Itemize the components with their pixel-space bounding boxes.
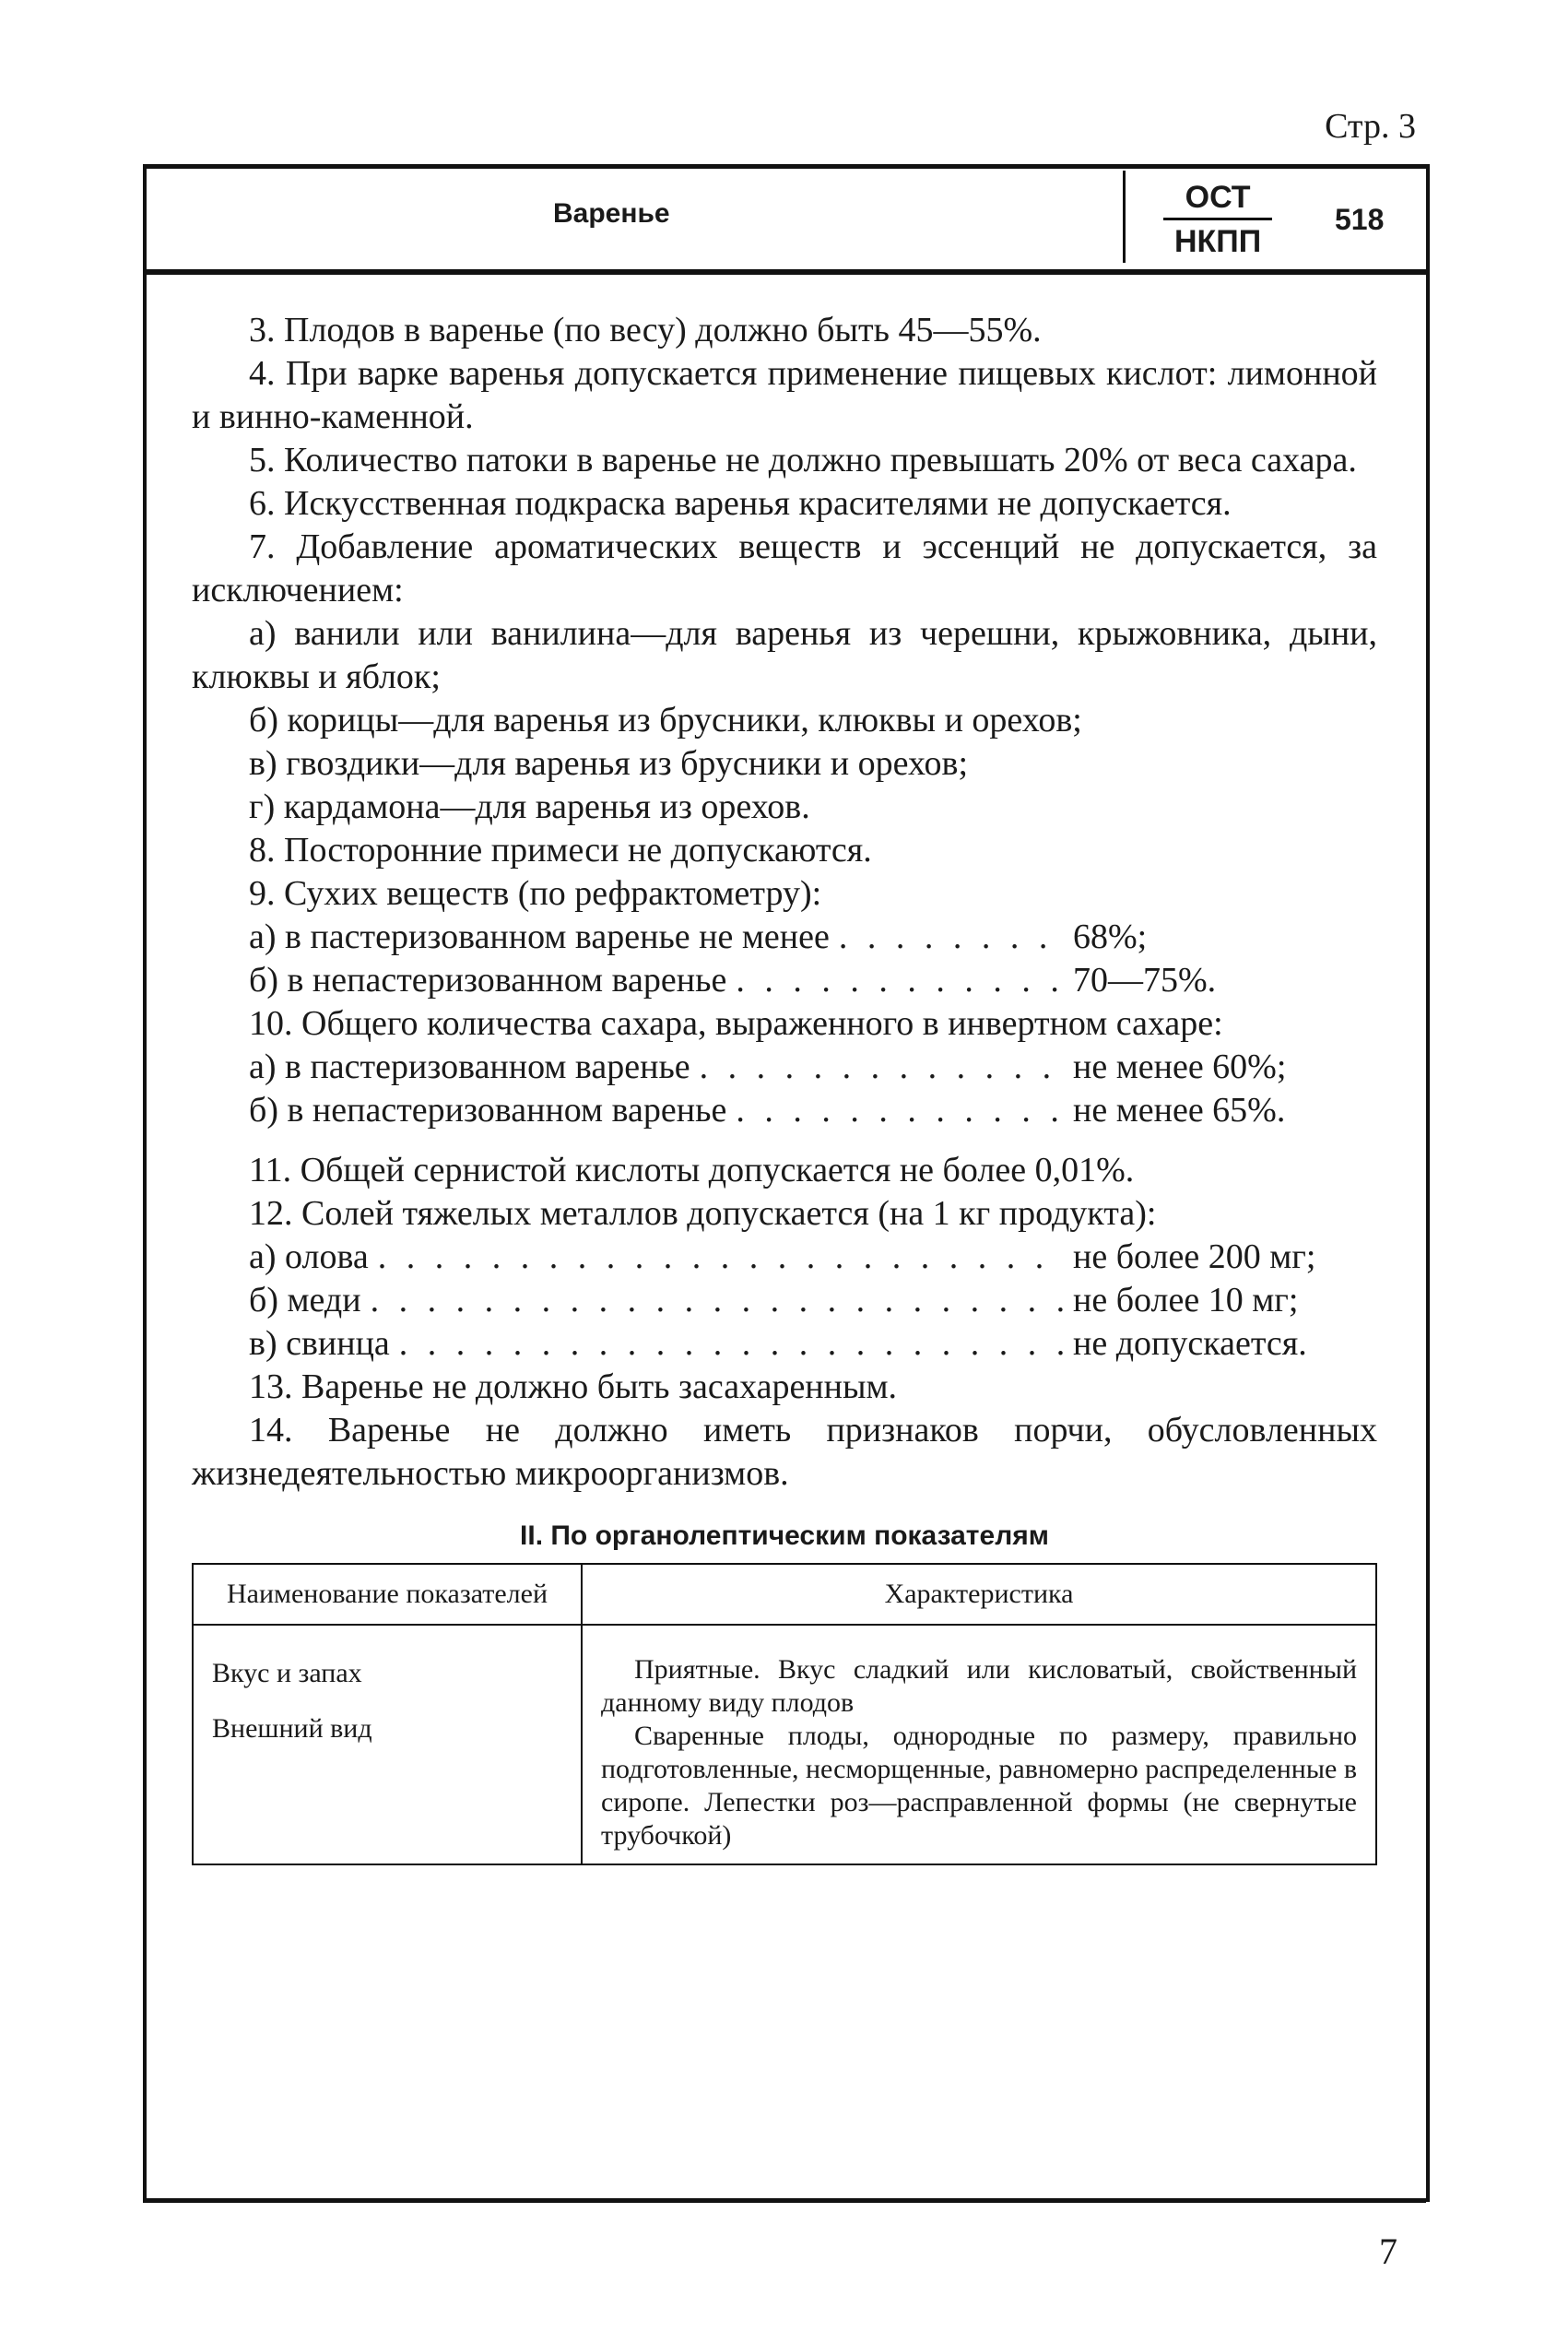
page-number: 7 — [1379, 2230, 1397, 2272]
table-header-characteristic: Характеристика — [582, 1565, 1375, 1625]
header-title: Варенье — [553, 198, 670, 229]
clause-10: 10. Общего количества сахара, выраженного в инвертном сахаре: — [249, 1004, 1223, 1043]
clause-9: 9. Сухих веществ (по рефрактометру): — [249, 874, 822, 913]
characteristic-appearance: Сваренные плоды, однородные по размеру, правильно подготовленные, несморщенные, равномерно распределенные в сиропе. Лепестки роз—расправленной формы (не свернутые трубочкой) — [601, 1721, 1357, 1851]
table-row — [194, 1625, 1375, 1864]
leader-dots — [700, 1046, 1064, 1089]
row-label: а) олова — [249, 1237, 369, 1276]
row-label: в) свинца — [249, 1324, 390, 1363]
row-label: б) меди — [249, 1281, 361, 1319]
clause-7g: г) кардамона—для варенья из орехов. — [249, 787, 810, 826]
indicator-taste: Вкус и запах — [212, 1658, 362, 1688]
standard-code-denominator: НКПП — [1174, 224, 1262, 259]
row-value: 68%; — [1073, 917, 1148, 956]
clause-7b: б) корицы—для варенья из брусники, клюквы и орехов; — [249, 701, 1082, 740]
clause-12-row — [192, 1236, 1377, 1279]
top-rule — [143, 164, 1426, 169]
page-label-top: Стр. 3 — [1325, 107, 1416, 146]
row-value: не менее 60%; — [1073, 1047, 1287, 1086]
standard-code-numerator: ОСТ — [1163, 177, 1272, 220]
clause-10-row — [192, 1089, 1377, 1132]
indicator-appearance: Внешний вид — [212, 1713, 372, 1744]
clause-12: 12. Солей тяжелых металлов допускается (на 1 кг продукта): — [249, 1194, 1157, 1233]
header-separator — [1123, 171, 1126, 263]
clause-4: 4. При варке варенья допускается применение пищевых кислот: лимонной и винно-каменной. — [192, 354, 1377, 436]
clause-12-row — [192, 1322, 1377, 1366]
clause-7v: в) гвоздики—для варенья из брусники и орехов; — [249, 744, 969, 783]
clause-13: 13. Варенье не должно быть засахаренным. — [249, 1367, 898, 1406]
standard-number: 518 — [1335, 203, 1385, 236]
row-value: 70—75%. — [1073, 961, 1217, 1000]
row-label: б) в непастеризованном варенье — [249, 1091, 727, 1130]
clause-14: 14. Варенье не должно иметь признаков порчи, обусловленных жизнедеятельностью микроорганизмов. — [192, 1411, 1377, 1493]
table-cell-names — [194, 1625, 582, 1864]
clause-7a: а) ванили или ванилина—для варенья из черешни, крыжовника, дыни, клюквы и яблок; — [192, 614, 1377, 696]
organoleptic-table — [192, 1563, 1377, 1865]
characteristic-taste: Приятные. Вкус сладкий или кисловатый, свойственный данному виду плодов — [601, 1654, 1357, 1718]
leader-dots — [839, 916, 1064, 959]
leader-dots — [736, 959, 1064, 1002]
table-header-name: Наименование показателей — [194, 1565, 582, 1625]
leader-dots — [378, 1236, 1064, 1279]
clause-6: 6. Искусственная подкраска варенья красителями не допускается. — [249, 484, 1232, 523]
clause-3: 3. Плодов в варенье (по весу) должно быть 45—55%. — [249, 311, 1042, 349]
clause-12-row — [192, 1279, 1377, 1322]
clause-8: 8. Посторонние примеси не допускаются. — [249, 831, 872, 870]
row-value: не более 10 мг; — [1073, 1281, 1299, 1319]
document-body — [192, 309, 1377, 1865]
bottom-rule — [143, 2198, 1426, 2203]
row-label: а) в пастеризованном варенье не менее — [249, 917, 830, 956]
section-title: II. По органолептическим показателям — [520, 1520, 1049, 1551]
header-rule — [143, 269, 1426, 275]
row-value: не более 200 мг; — [1073, 1237, 1316, 1276]
row-label: а) в пастеризованном варенье — [249, 1047, 690, 1086]
row-value: не допускается. — [1073, 1324, 1307, 1363]
leader-dots — [399, 1322, 1064, 1366]
standard-code — [1163, 177, 1272, 263]
clause-10-row — [192, 1046, 1377, 1089]
leader-dots — [371, 1279, 1064, 1322]
clause-11: 11. Общей сернистой кислоты допускается не более 0,01%. — [249, 1151, 1135, 1189]
table-cell-characteristics — [582, 1625, 1375, 1864]
clause-9-row — [192, 916, 1377, 959]
row-label: б) в непастеризованном варенье — [249, 961, 727, 1000]
leader-dots — [736, 1089, 1064, 1132]
row-value: не менее 65%. — [1073, 1091, 1286, 1130]
clause-7: 7. Добавление ароматических веществ и эссенций не допускается, за исключением: — [192, 527, 1377, 609]
clause-5: 5. Количество патоки в варенье не должно превышать 20% от веса сахара. — [249, 441, 1357, 479]
clause-9-row — [192, 959, 1377, 1002]
